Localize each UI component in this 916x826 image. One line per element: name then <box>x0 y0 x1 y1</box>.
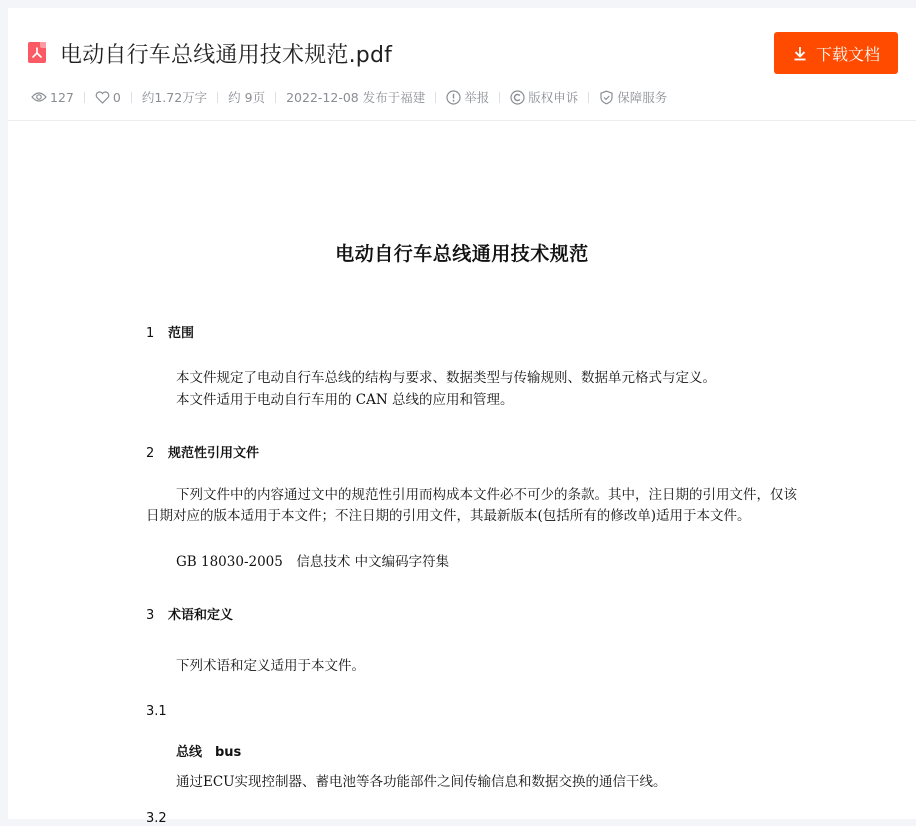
subsection-number: 3.1 <box>146 704 167 719</box>
shield-check-icon <box>599 90 614 105</box>
word-count: 约1.72万字 <box>141 90 208 105</box>
download-icon <box>792 45 808 61</box>
paragraph: 本文件规定了电动自行车总线的结构与要求、数据类型与传输规则、数据单元格式与定义。 <box>176 370 716 386</box>
divider <box>588 92 589 103</box>
download-label: 下载文档 <box>815 44 880 64</box>
paragraph: 本文件适用于电动自行车用的 CAN 总线的应用和管理。 <box>176 392 514 408</box>
paragraph: 下列术语和定义适用于本文件。 <box>176 658 365 674</box>
section-heading-2: 2 规范性引用文件 <box>146 446 260 461</box>
divider <box>131 92 132 103</box>
document-title: 电动自行车总线通用技术规范.pdf <box>60 43 393 68</box>
page-count: 约 9页 <box>228 90 266 105</box>
pdf-document-title: 电动自行车总线通用技术规范 <box>335 243 589 265</box>
warning-icon <box>446 90 461 105</box>
divider <box>217 92 218 103</box>
document-header <box>8 8 916 121</box>
divider <box>435 92 436 103</box>
copyright-complaint-link[interactable]: 版权申诉 <box>510 88 578 106</box>
eye-icon <box>31 91 47 103</box>
divider <box>84 92 85 103</box>
section-heading-3: 3 术语和定义 <box>146 608 234 623</box>
document-meta <box>31 88 667 106</box>
document-card <box>8 8 916 826</box>
copyright-icon <box>510 90 525 105</box>
divider <box>499 92 500 103</box>
section-heading-1: 1 范围 <box>146 326 195 341</box>
divider <box>275 92 276 103</box>
paragraph: 下列文件中的内容通过文中的规范性引用而构成本文件必不可少的条款。其中，注日期的引用文件，仅该日期对应的版本适用于本文件；不注日期的引用文件，其最新版本(包括所有的修改单)适用于本文件。 <box>146 487 797 524</box>
subsection-number: 3.2 <box>146 811 167 826</box>
title-row <box>28 38 392 69</box>
term-heading: 总线 bus <box>176 745 242 760</box>
publish-info: 2022-12-08 发布于福建 <box>286 90 426 105</box>
views-count: 127 <box>31 90 74 105</box>
report-link[interactable]: 举报 <box>446 88 489 106</box>
pdf-page-preview <box>8 122 916 826</box>
guarantee-service-link[interactable]: 保障服务 <box>599 88 667 106</box>
heart-icon <box>95 91 110 104</box>
term-definition: 通过ECU实现控制器、蓄电池等各功能部件之间传输信息和数据交换的通信干线。 <box>176 774 667 790</box>
like-button[interactable]: 0 <box>95 90 121 105</box>
reference-item: GB 18030-2005 信息技术 中文编码字符集 <box>176 554 450 570</box>
download-document-button[interactable] <box>774 32 898 74</box>
pdf-file-icon <box>28 42 46 63</box>
